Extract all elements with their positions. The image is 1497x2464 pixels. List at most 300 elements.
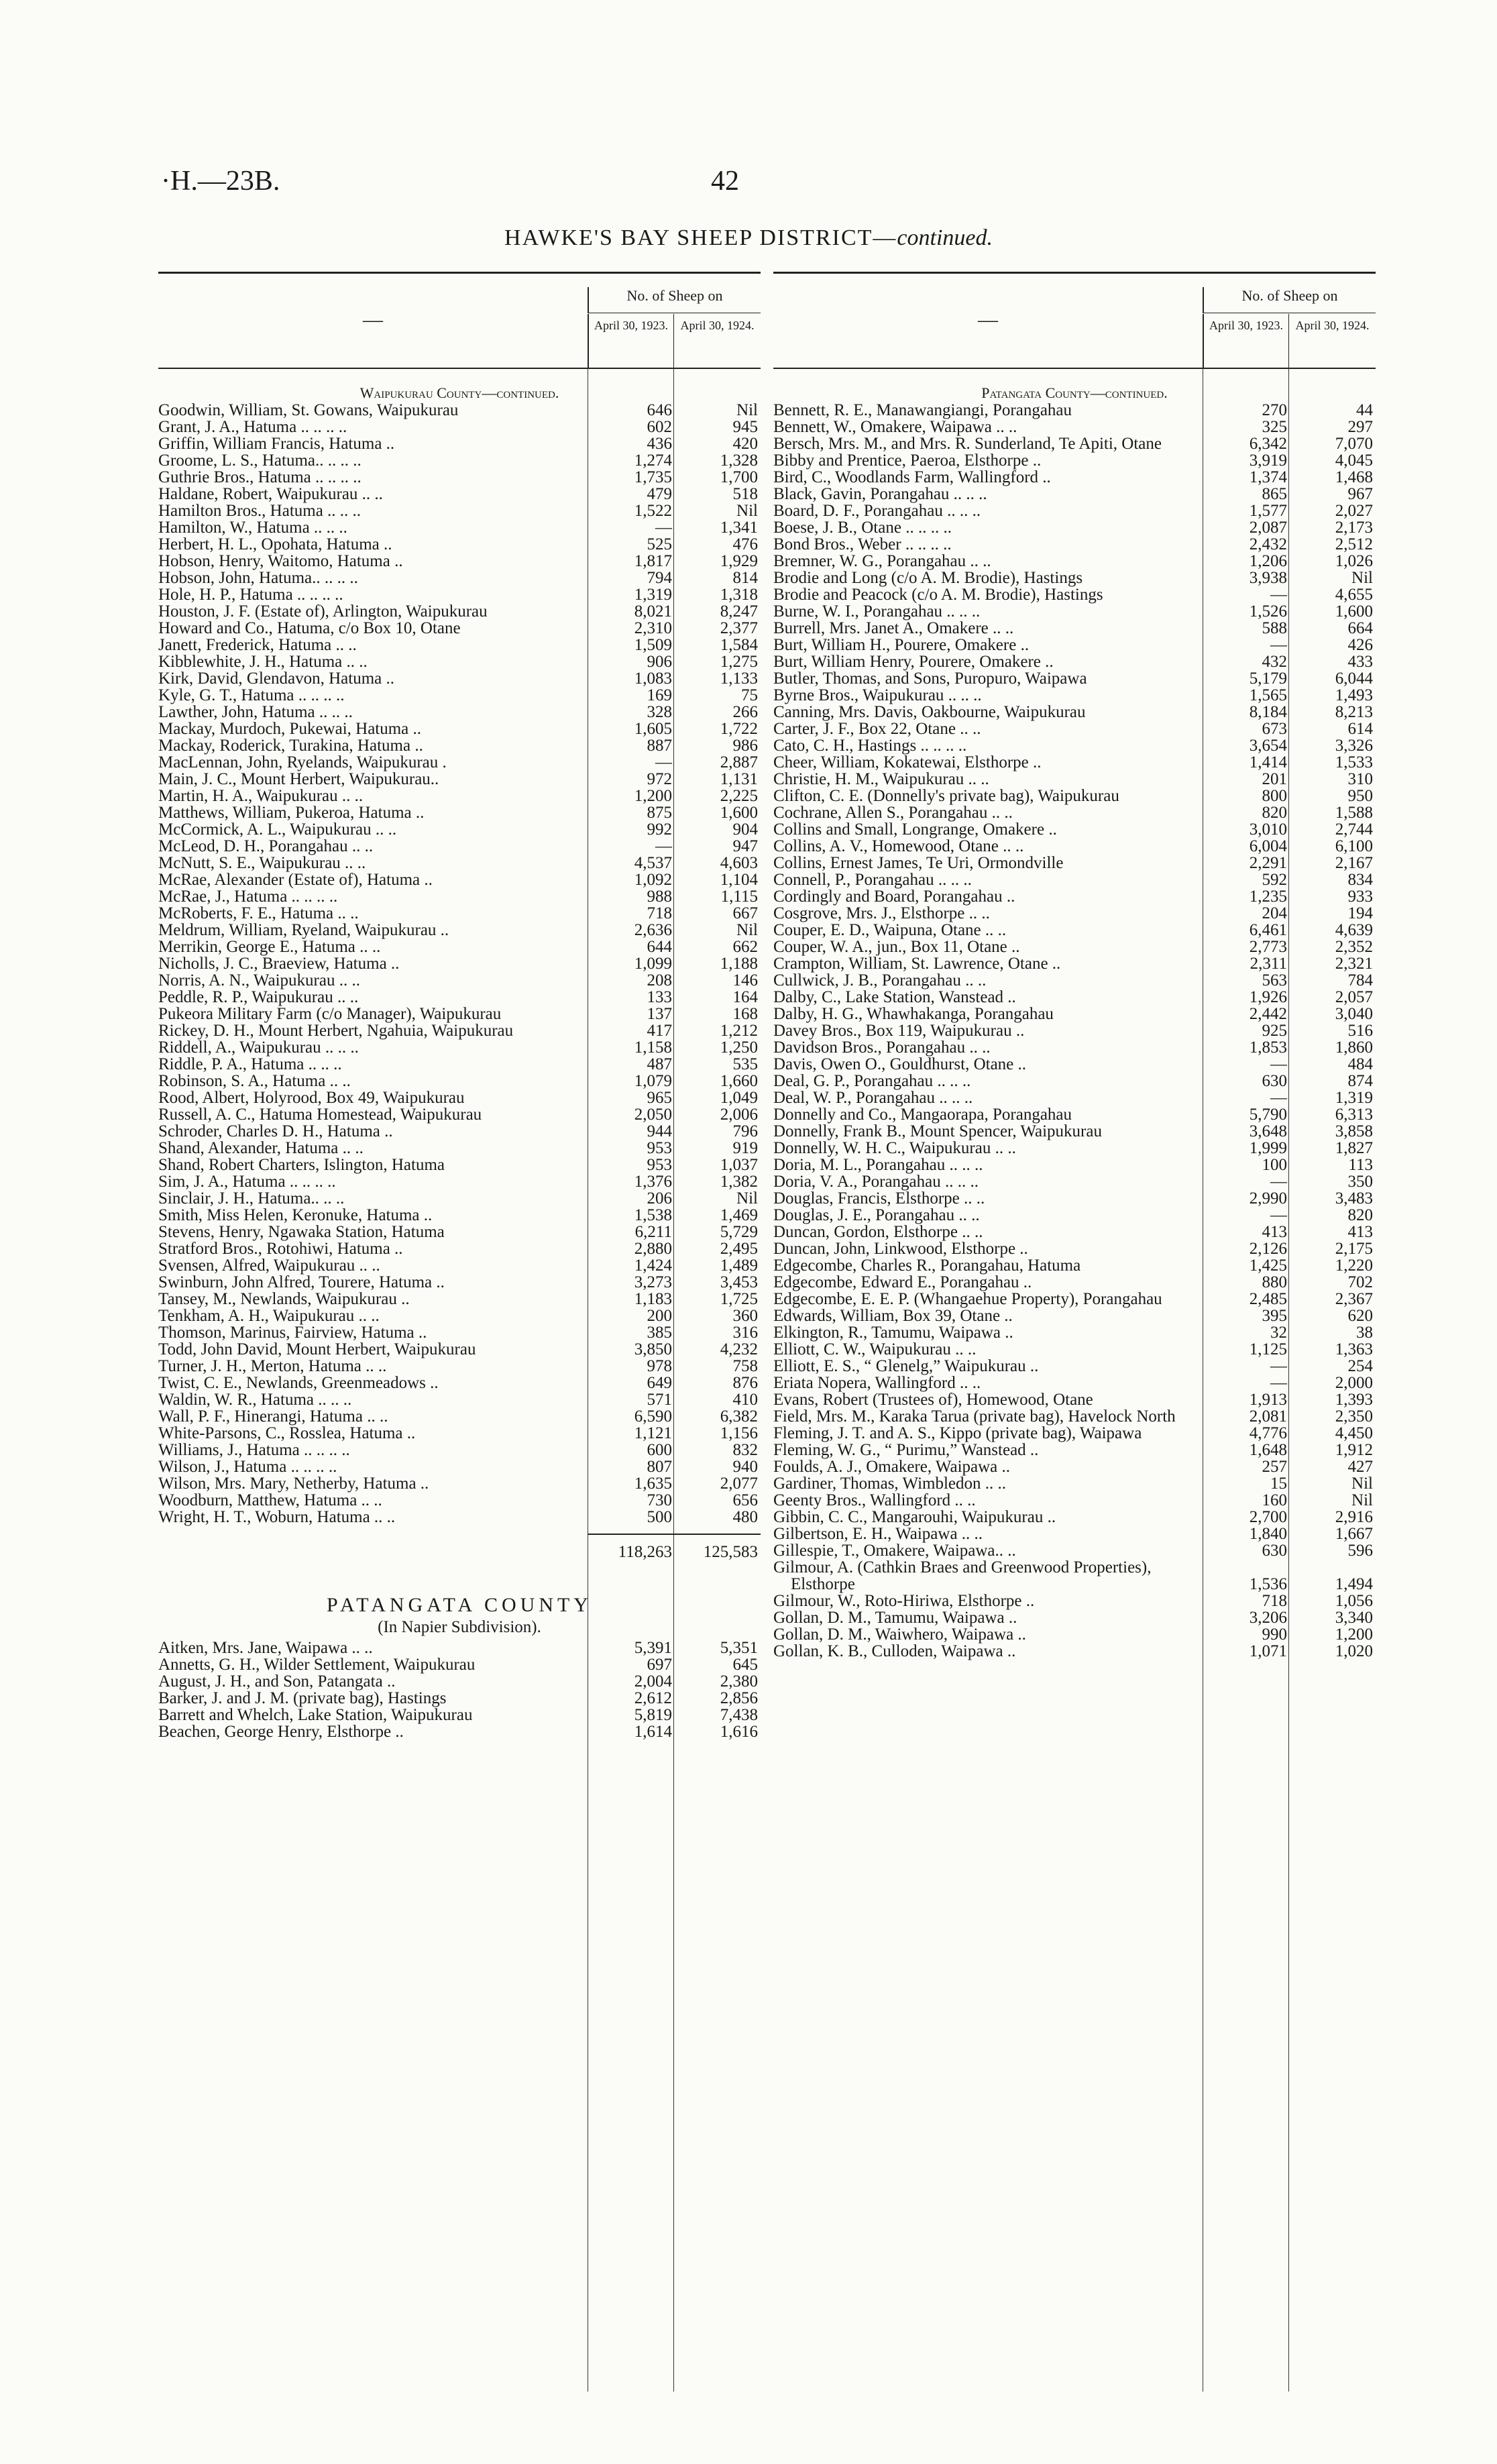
sheep-1923: 417 (647, 1022, 672, 1040)
sheep-1923: 1,840 (1249, 1525, 1287, 1543)
sheep-1923: 807 (647, 1458, 672, 1476)
owner-name: Field, Mrs. M., Karaka Tarua (private bag), Havelock North (773, 1407, 1176, 1426)
owner-name: Gillespie, T., Omakere, Waipawa.. .. (773, 1542, 1016, 1560)
owner-name: McLeod, D. H., Porangahau .. .. (158, 837, 374, 855)
sheep-1923: 2,081 (1249, 1407, 1287, 1426)
sheep-1924: 518 (732, 485, 758, 503)
sheep-1924: 662 (732, 938, 758, 956)
sheep-1923: 436 (647, 435, 672, 453)
name-column-header: — (363, 309, 383, 331)
table-row (158, 1442, 761, 1458)
sheep-1923: 432 (1262, 653, 1287, 671)
owner-name: Hole, H. P., Hatuma .. .. .. .. (158, 586, 343, 604)
owner-name: Gollan, D. M., Tamumu, Waipawa .. (773, 1609, 1017, 1627)
owner-name: Boese, J. B., Otane .. .. .. .. (773, 519, 952, 537)
sheep-1924: 3,858 (1335, 1122, 1373, 1140)
owner-name: Elliott, C. W., Waipukurau .. .. (773, 1340, 977, 1358)
sheep-1923: 2,310 (634, 619, 672, 637)
table-row (158, 888, 761, 905)
sheep-1924: 3,483 (1335, 1189, 1373, 1208)
owner-name: Eriata Nopera, Wallingford .. .. (773, 1374, 981, 1392)
sheep-1924: 1,393 (1335, 1391, 1373, 1409)
page-title-continued: continued. (897, 225, 993, 250)
sheep-1923: 2,291 (1249, 854, 1287, 872)
sheep-1923: 6,461 (1249, 921, 1287, 939)
table-row (158, 1492, 761, 1509)
sheep-1924: 620 (1347, 1307, 1373, 1325)
sheep-1924: 2,916 (1335, 1508, 1373, 1526)
owner-name: Collins, A. V., Homewood, Otane .. .. (773, 837, 1024, 855)
sheep-1923: 1,913 (1249, 1391, 1287, 1409)
sheep-1923: 201 (1262, 770, 1287, 788)
sheep-1924: 1,275 (720, 653, 758, 671)
owner-name: Foulds, A. J., Omakere, Waipawa .. (773, 1458, 1011, 1476)
sheep-1923: 794 (647, 569, 672, 587)
owner-name: Rood, Albert, Holyrood, Box 49, Waipukurau (158, 1089, 465, 1107)
sheep-1924: Nil (736, 502, 758, 520)
table-row (158, 1123, 761, 1140)
owner-name: Fleming, W. G., “ Purimu,” Wanstead .. (773, 1441, 1039, 1459)
owner-name: Douglas, Francis, Elsthorpe .. .. (773, 1189, 985, 1208)
owner-name: Fleming, J. T. and A. S., Kippo (private bag), Waipawa (773, 1424, 1142, 1442)
sheep-1923: 1,158 (634, 1038, 672, 1057)
sheep-1924: 413 (1347, 1223, 1373, 1241)
table-row (773, 469, 1376, 486)
sheep-1923: 1,538 (634, 1206, 672, 1224)
sheep-1923: 5,790 (1249, 1106, 1287, 1124)
sheep-1924: 360 (732, 1307, 758, 1325)
owner-name: Donnelly and Co., Mangaorapa, Porangahau (773, 1106, 1072, 1124)
owner-name: McCormick, A. L., Waipukurau .. .. (158, 820, 397, 839)
sheep-1924: 2,856 (720, 1689, 758, 1707)
sheep-1924: 919 (732, 1139, 758, 1157)
table-row (158, 603, 761, 620)
table-row (158, 586, 761, 603)
sheep-1924: 2,057 (1335, 988, 1373, 1006)
owner-name: Davey Bros., Box 119, Waipukurau .. (773, 1022, 1025, 1040)
sheep-1924: 310 (1347, 770, 1373, 788)
table-row (773, 1274, 1376, 1291)
owner-name: Bennett, W., Omakere, Waipawa .. .. (773, 418, 1017, 436)
sheep-1924: 8,213 (1335, 703, 1373, 721)
table-row (773, 1291, 1376, 1307)
sheep-1923: — (1270, 636, 1287, 654)
owner-name: Groome, L. S., Hatuma.. .. .. .. (158, 451, 362, 470)
owner-name: Elliott, E. S., “ Glenelg,” Waipukurau .. (773, 1357, 1039, 1375)
sheep-1923: 1,092 (634, 871, 672, 889)
owner-name: Canning, Mrs. Davis, Oakbourne, Waipukurau (773, 703, 1086, 721)
sheep-1924: 1,616 (720, 1723, 758, 1741)
table-row (773, 821, 1376, 838)
sheep-1923: 2,087 (1249, 519, 1287, 537)
section-title: PATANGATA COUNTY (327, 1594, 592, 1616)
sheep-1923: 3,648 (1249, 1122, 1287, 1140)
table-row (773, 754, 1376, 771)
sheep-1924: 1,468 (1335, 468, 1373, 486)
owner-name: Clifton, C. E. (Donnelly's private bag), Waipukurau (773, 787, 1119, 805)
table-row (158, 1207, 761, 1224)
sheep-1923: 1,125 (1249, 1340, 1287, 1358)
sheep-1924: 3,040 (1335, 1005, 1373, 1023)
owner-name: Dalby, C., Lake Station, Wanstead .. (773, 988, 1016, 1006)
table-row (773, 1442, 1376, 1458)
table-row (158, 871, 761, 888)
owner-name: Merrikin, George E., Hatuma .. .. (158, 938, 381, 956)
sheep-1924: 1,494 (1335, 1575, 1373, 1593)
table-row (773, 771, 1376, 788)
table-row (773, 620, 1376, 637)
table-row (158, 821, 761, 838)
sheep-1924: 940 (732, 1458, 758, 1476)
total-1923: 118,263 (618, 1543, 672, 1561)
sheep-1924: 6,044 (1335, 669, 1373, 688)
table-row (158, 855, 761, 871)
owner-name: Norris, A. N., Waipukurau .. .. (158, 971, 360, 989)
table-row (773, 888, 1376, 905)
sheep-1924: 2,377 (720, 619, 758, 637)
sheep-1924: 1,533 (1335, 753, 1373, 771)
owner-name: Peddle, R. P., Waipukurau .. .. (158, 988, 359, 1006)
sheep-1923: 600 (647, 1441, 672, 1459)
sheep-1924: 1,026 (1335, 552, 1373, 570)
sheep-1923: 906 (647, 653, 672, 671)
sheep-1923: 588 (1262, 619, 1287, 637)
owner-name: Turner, J. H., Merton, Hatuma .. .. (158, 1357, 387, 1375)
sheep-1924: 1,200 (1335, 1625, 1373, 1644)
table-row (773, 653, 1376, 670)
table-row (158, 1475, 761, 1492)
owner-name: August, J. H., and Son, Patangata .. (158, 1672, 396, 1691)
owner-name: Carter, J. F., Box 22, Otane .. .. (773, 720, 981, 738)
sheep-1924: 433 (1347, 653, 1373, 671)
sheep-1924: 1,493 (1335, 686, 1373, 704)
table-row (158, 1039, 761, 1056)
table-row (773, 1391, 1376, 1408)
sheep-1923: 6,342 (1249, 435, 1287, 453)
table-row (158, 620, 761, 637)
owner-name: Waldin, W. R., Hatuma .. .. .. (158, 1391, 352, 1409)
owner-name: Annetts, G. H., Wilder Settlement, Waipukurau (158, 1656, 476, 1674)
owner-name: Riddell, A., Waipukurau .. .. .. (158, 1038, 359, 1057)
sheep-1923: 649 (647, 1374, 672, 1392)
sheep-1924: 2,167 (1335, 854, 1373, 872)
table-row (773, 553, 1376, 570)
page-title-main: HAWKE'S BAY SHEEP DISTRICT— (504, 225, 897, 250)
table-row (158, 1006, 761, 1022)
row-list (158, 402, 761, 1525)
owner-name: Aitken, Mrs. Jane, Waipawa .. .. (158, 1639, 373, 1657)
table-row (773, 1190, 1376, 1207)
owner-name: Collins and Small, Longrange, Omakere .. (773, 820, 1057, 839)
owner-name: Hamilton Bros., Hatuma .. .. .. (158, 502, 362, 520)
table-row (158, 1190, 761, 1207)
table-row (773, 419, 1376, 435)
total-row (158, 1525, 761, 1567)
table-row (773, 838, 1376, 855)
page-title (0, 225, 1497, 251)
sheep-1923: 673 (1262, 720, 1287, 738)
table-row (773, 1224, 1376, 1240)
sheep-1924: 2,367 (1335, 1290, 1373, 1308)
table-row (158, 1089, 761, 1106)
sheep-1924: Nil (736, 921, 758, 939)
sheep-1923: 1,071 (1249, 1642, 1287, 1660)
owner-name: Williams, J., Hatuma .. .. .. .. (158, 1441, 350, 1459)
sheep-1923: 208 (647, 971, 672, 989)
sheep-1924: 947 (732, 837, 758, 855)
sheep-1923: 1,635 (634, 1475, 672, 1493)
table-row (158, 989, 761, 1006)
table-row (773, 1173, 1376, 1190)
sheep-1923: 1,999 (1249, 1139, 1287, 1157)
sheep-1924: 1,860 (1335, 1038, 1373, 1057)
sheep-1923: 1,735 (634, 468, 672, 486)
owner-name: Davidson Bros., Porangahau .. .. (773, 1038, 991, 1057)
owner-name: Cochrane, Allen S., Porangahau .. .. (773, 804, 1013, 822)
column-header-1924: April 30, 1924. (1288, 314, 1376, 368)
sheep-1924: 1,049 (720, 1089, 758, 1107)
owner-name: Herbert, H. L., Opohata, Hatuma .. (158, 535, 392, 553)
owner-name: Bond Bros., Weber .. .. .. .. (773, 535, 952, 553)
sheep-1924: 1,104 (720, 871, 758, 889)
owner-name: Howard and Co., Hatuma, c/o Box 10, Otane (158, 619, 461, 637)
owner-name: Davis, Owen O., Gouldhurst, Otane .. (773, 1055, 1027, 1073)
owner-name: Deal, W. P., Porangahau .. .. .. (773, 1089, 973, 1107)
owner-name: Gilmour, W., Roto-Hiriwa, Elsthorpe .. (773, 1592, 1035, 1610)
sheep-1924: 5,729 (720, 1223, 758, 1241)
sheep-1923: 2,126 (1249, 1240, 1287, 1258)
owner-name: Hobson, John, Hatuma.. .. .. .. (158, 569, 358, 587)
sheep-1923: 137 (647, 1005, 672, 1023)
table-row (773, 1207, 1376, 1224)
table-row (158, 1140, 761, 1157)
owner-name: Burne, W. I., Porangahau .. .. .. (773, 602, 981, 621)
sheep-1923: 4,537 (634, 854, 672, 872)
table-row (158, 1673, 761, 1690)
sheep-1924: 4,639 (1335, 921, 1373, 939)
table-row (158, 939, 761, 955)
owner-name: Duncan, John, Linkwood, Elsthorpe .. (773, 1240, 1028, 1258)
sheep-1924: 1,912 (1335, 1441, 1373, 1459)
page-number: 42 (711, 166, 739, 197)
table-row (773, 1022, 1376, 1039)
sheep-1923: 646 (647, 401, 672, 419)
sheep-1924: 1,363 (1335, 1340, 1373, 1358)
sheep-1923: — (1270, 1055, 1287, 1073)
table-row (773, 1643, 1376, 1660)
left-table (158, 272, 761, 2392)
sheep-1923: 2,880 (634, 1240, 672, 1258)
section-heading: Patangata County—continued. (981, 384, 1168, 401)
sheep-1924: 535 (732, 1055, 758, 1073)
sheep-1924: 2,006 (720, 1106, 758, 1124)
sheep-1923: 1,577 (1249, 502, 1287, 520)
owner-name: Crampton, William, St. Lawrence, Otane .. (773, 955, 1061, 973)
table-row (773, 1626, 1376, 1643)
table-row (158, 1656, 761, 1673)
table-row (773, 788, 1376, 804)
total-1924: 125,583 (703, 1543, 758, 1561)
owner-name: Beachen, George Henry, Elsthorpe .. (158, 1723, 404, 1741)
owner-name: Edwards, William, Box 39, Otane .. (773, 1307, 1013, 1325)
sheep-1923: 328 (647, 703, 672, 721)
owner-name: Board, D. F., Porangahau .. .. .. (773, 502, 981, 520)
table-body (158, 384, 761, 1740)
table-row (773, 1324, 1376, 1341)
sheep-1923: 385 (647, 1324, 672, 1342)
sheep-1924: 1,212 (720, 1022, 758, 1040)
sheep-1923: 5,179 (1249, 669, 1287, 688)
owner-name: Wilson, Mrs. Mary, Netherby, Hatuma .. (158, 1475, 429, 1493)
sheep-1923: 563 (1262, 971, 1287, 989)
sheep-1923: 2,636 (634, 921, 672, 939)
table-row (773, 1073, 1376, 1089)
owner-name: Doria, V. A., Porangahau .. .. .. (773, 1173, 979, 1191)
table-row (773, 1106, 1376, 1123)
owner-name: Thomson, Marinus, Fairview, Hatuma .. (158, 1324, 427, 1342)
sheep-1923: 395 (1262, 1307, 1287, 1325)
sheep-1924: 194 (1347, 904, 1373, 922)
owner-name: Brodie and Peacock (c/o A. M. Brodie), Hastings (773, 586, 1103, 604)
sheep-1924: 146 (732, 971, 758, 989)
sheep-1923: 8,184 (1249, 703, 1287, 721)
owner-name: Twist, C. E., Newlands, Greenmeadows .. (158, 1374, 439, 1392)
sheep-1924: 1,020 (1335, 1642, 1373, 1660)
table-row (773, 1593, 1376, 1609)
sheep-1923: 965 (647, 1089, 672, 1107)
sheep-1923: 1,536 (1249, 1575, 1287, 1593)
table-row (773, 922, 1376, 939)
page-reference: ·H.—23B. (161, 166, 280, 197)
owner-name: McNutt, S. E., Waipukurau .. .. (158, 854, 366, 872)
sheep-1923: 2,311 (1250, 955, 1287, 973)
table-row (158, 637, 761, 653)
owner-name: Elkington, R., Tamumu, Waipawa .. (773, 1324, 1013, 1342)
sheep-1924: 645 (732, 1656, 758, 1674)
sheep-1924: Nil (736, 1189, 758, 1208)
sheep-1923: 1,614 (634, 1723, 672, 1741)
owner-name: Kibblewhite, J. H., Hatuma .. .. (158, 653, 368, 671)
sheep-1923: 978 (647, 1357, 672, 1375)
sheep-1923: 820 (1262, 804, 1287, 822)
table-header (773, 274, 1376, 369)
sheep-1924: 476 (732, 535, 758, 553)
sheep-1924: 667 (732, 904, 758, 922)
sheep-1924: 1,489 (720, 1256, 758, 1275)
owner-name: Guthrie Bros., Hatuma .. .. .. .. (158, 468, 362, 486)
table-row (773, 1157, 1376, 1173)
table-row (773, 1089, 1376, 1106)
sheep-1924: 596 (1347, 1542, 1373, 1560)
table-row (773, 1375, 1376, 1391)
owner-name: Couper, W. A., jun., Box 11, Otane .. (773, 938, 1020, 956)
sheep-1923: 1,206 (1249, 552, 1287, 570)
sheep-1924: 164 (732, 988, 758, 1006)
sheep-1924: 1,328 (720, 451, 758, 470)
sheep-1924: 316 (732, 1324, 758, 1342)
table-row (773, 670, 1376, 687)
table-row (158, 922, 761, 939)
owner-name: Haldane, Robert, Waipukurau .. .. (158, 485, 383, 503)
sheep-1924: 2,512 (1335, 535, 1373, 553)
sheep-1923: 32 (1270, 1324, 1287, 1342)
table-row (773, 1492, 1376, 1509)
sheep-1923: 270 (1262, 401, 1287, 419)
owner-name: Grant, J. A., Hatuma .. .. .. .. (158, 418, 347, 436)
owner-name: Connell, P., Porangahau .. .. .. (773, 871, 972, 889)
owner-name: Byrne Bros., Waipukurau .. .. .. (773, 686, 982, 704)
sheep-1924: 484 (1347, 1055, 1373, 1073)
sheep-1923: 1,526 (1249, 602, 1287, 621)
sheep-1924: 933 (1347, 888, 1373, 906)
table-row (773, 704, 1376, 720)
sheep-1924: 796 (732, 1122, 758, 1140)
table-row (158, 687, 761, 704)
sheep-1923: 1,083 (634, 669, 672, 688)
table-row (158, 1391, 761, 1408)
sheep-1924: 2,321 (1335, 955, 1373, 973)
sheep-1924: 3,340 (1335, 1609, 1373, 1627)
sheep-1924: 3,326 (1335, 737, 1373, 755)
sheep-1924: 2,175 (1335, 1240, 1373, 1258)
sheep-1923: 1,522 (634, 502, 672, 520)
owner-name: Wright, H. T., Woburn, Hatuma .. .. (158, 1508, 396, 1526)
column-header-1924: April 30, 1924. (673, 314, 761, 368)
table-row (158, 1358, 761, 1375)
owner-name: Janett, Frederick, Hatuma .. .. (158, 636, 357, 654)
table-row (773, 737, 1376, 754)
table-row (158, 419, 761, 435)
sheep-1924: 7,070 (1335, 435, 1373, 453)
sheep-1923: — (1270, 1357, 1287, 1375)
table-row (158, 771, 761, 788)
sheep-1923: 4,776 (1249, 1424, 1287, 1442)
sheep-1923: 6,590 (634, 1407, 672, 1426)
owner-name: Gilmour, A. (Cathkin Braes and Greenwood Properties), Elsthorpe (773, 1558, 1152, 1593)
sheep-1923: 2,442 (1249, 1005, 1287, 1023)
owner-name: Stevens, Henry, Ngawaka Station, Hatuma (158, 1223, 445, 1241)
sheep-1923: 3,919 (1249, 451, 1287, 470)
sheep-1924: 1,156 (720, 1424, 758, 1442)
owner-name: Matthews, William, Pukeroa, Hatuma .. (158, 804, 425, 822)
sheep-1924: 4,045 (1335, 451, 1373, 470)
sheep-1923: 800 (1262, 787, 1287, 805)
sheep-1924: 986 (732, 737, 758, 755)
sheep-1924: 664 (1347, 619, 1373, 637)
owner-name: Brodie and Long (c/o A. M. Brodie), Hastings (773, 569, 1083, 587)
sheep-1923: 1,274 (634, 451, 672, 470)
owner-name: Houston, J. F. (Estate of), Arlington, Waipukurau (158, 602, 488, 621)
owner-name: Cheer, William, Kokatewai, Elsthorpe .. (773, 753, 1042, 771)
sheep-1924: 945 (732, 418, 758, 436)
table-row (773, 972, 1376, 989)
owner-name: Deal, G. P., Porangahau .. .. .. (773, 1072, 971, 1090)
owner-name: Wall, P. F., Hinerangi, Hatuma .. .. (158, 1407, 388, 1426)
sheep-1923: 992 (647, 820, 672, 839)
table-row (158, 502, 761, 519)
sheep-1924: 2,887 (720, 753, 758, 771)
sheep-1923: 6,211 (634, 1223, 672, 1241)
sheep-1923: 630 (1262, 1072, 1287, 1090)
sheep-1924: 1,115 (720, 888, 758, 906)
table-row (158, 1073, 761, 1089)
owner-name: Geenty Bros., Wallingford .. .. (773, 1491, 976, 1509)
sheep-1923: 644 (647, 938, 672, 956)
table-row (773, 989, 1376, 1006)
table-row (773, 603, 1376, 620)
sheep-1924: 6,100 (1335, 837, 1373, 855)
sheep-1923: 5,391 (634, 1639, 672, 1657)
